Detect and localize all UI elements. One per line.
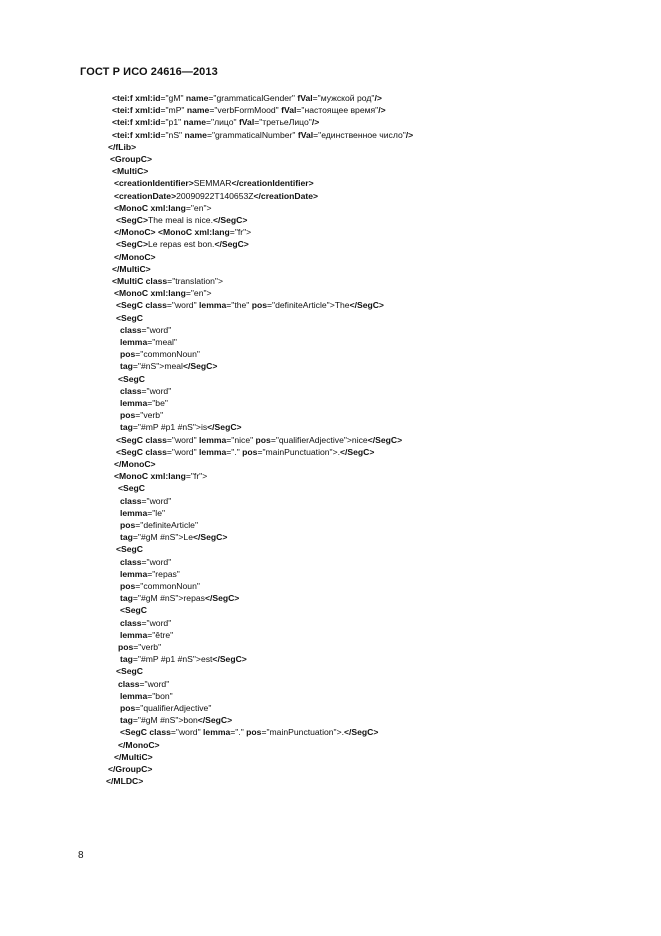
xml-tag-token: <MonoC xml:lang	[114, 202, 186, 213]
code-line	[120, 630, 173, 641]
document-header: ГОСТ Р ИСО 24616—2013	[80, 66, 218, 78]
xml-tag-token: lemma	[120, 690, 148, 701]
xml-tag-token: </GroupC>	[108, 764, 153, 774]
xml-value-token: ="единственное число"	[313, 129, 406, 140]
code-line	[114, 752, 153, 763]
code-line	[112, 93, 382, 104]
code-line	[120, 581, 200, 592]
xml-tag-token: <creationIdentifier>	[114, 178, 194, 189]
xml-value-token: ="qualifierAdjective"	[135, 703, 212, 713]
xml-tag-token: tag	[120, 422, 133, 433]
xml-value-token: ="word"	[141, 556, 172, 567]
xml-value-token: ="мужской род"	[312, 93, 375, 103]
xml-tag-token: pos	[251, 300, 268, 311]
code-line	[118, 679, 169, 690]
code-line	[116, 300, 384, 311]
xml-value-token: ="#mP #p1 #nS">est	[132, 654, 213, 665]
xml-value-token: ="word"	[170, 727, 204, 738]
xml-tag-token: <GroupC>	[110, 154, 153, 164]
xml-tag-token: name	[186, 105, 210, 116]
code-line	[108, 764, 152, 775]
xml-tag-token: fVal	[297, 129, 314, 140]
code-line	[108, 142, 136, 153]
xml-tag-token: <MultiC class	[112, 276, 168, 286]
code-line	[116, 313, 143, 324]
code-line	[120, 727, 378, 738]
xml-value-token: ="fr">	[229, 227, 252, 238]
code-line	[116, 215, 247, 226]
code-line	[118, 740, 160, 751]
code-line	[112, 117, 319, 128]
code-line	[116, 666, 143, 677]
xml-value-token: ="en">	[185, 288, 212, 299]
xml-tag-token: tag	[120, 715, 133, 726]
xml-value-token: ="."	[230, 727, 247, 738]
code-line	[120, 654, 247, 665]
xml-tag-token: <tei:f xml:id	[112, 105, 161, 116]
xml-tag-token: lemma	[120, 337, 148, 347]
xml-tag-token: />	[378, 105, 386, 116]
xml-value-token: 20090922T140653Z	[176, 190, 254, 201]
xml-tag-token: <tei:f xml:id	[112, 129, 161, 140]
code-line	[106, 776, 143, 787]
xml-tag-token: </MonoC>	[114, 251, 156, 262]
code-line	[120, 325, 171, 336]
code-line	[120, 422, 242, 433]
xml-value-token: ="be"	[147, 398, 168, 408]
xml-tag-token: <SegC class	[116, 300, 167, 311]
xml-tag-token: </creationIdentifier>	[231, 178, 314, 189]
xml-tag-token: name	[184, 129, 207, 140]
xml-tag-token: lemma	[120, 507, 148, 518]
xml-value-token: ="word"	[139, 678, 170, 689]
xml-tag-token: <MultiC>	[112, 166, 149, 177]
code-line	[120, 557, 171, 568]
xml-tag-token: </SegC>	[212, 215, 248, 225]
xml-value-token: The meal is nice.	[148, 215, 213, 225]
code-line	[114, 178, 314, 189]
xml-tag-token: fVal	[281, 105, 297, 116]
code-line	[120, 618, 171, 629]
code-line	[112, 130, 413, 141]
xml-tag-token: lemma	[203, 727, 231, 738]
xml-tag-token: <SegC	[120, 605, 147, 616]
xml-value-token: ="p1"	[160, 117, 184, 128]
xml-tag-token: </MLDC>	[106, 776, 144, 787]
xml-tag-token: <tei:f xml:id	[112, 93, 161, 103]
xml-tag-token: </creationDate>	[253, 190, 319, 201]
xml-tag-token: />	[405, 129, 414, 140]
code-line	[114, 459, 156, 470]
xml-tag-token: fVal	[238, 117, 255, 128]
xml-tag-token: />	[374, 93, 382, 103]
xml-tag-token: <SegC	[116, 544, 143, 555]
code-line	[112, 105, 386, 116]
xml-value-token: ="le"	[147, 507, 166, 518]
xml-tag-token: pos	[120, 520, 136, 530]
xml-value-token: ="word"	[141, 617, 172, 628]
xml-tag-token: </SegC>	[182, 361, 218, 372]
xml-tag-token: </SegC>	[344, 727, 379, 738]
xml-tag-token: </MultiC>	[112, 263, 151, 274]
xml-tag-token: lemma	[120, 629, 148, 640]
xml-tag-token: <SegC>	[116, 215, 149, 225]
xml-tag-token: <SegC class	[116, 434, 167, 445]
xml-tag-token: name	[185, 93, 209, 103]
xml-value-token: ="definiteArticle">The	[267, 300, 350, 311]
xml-tag-token: </fLib>	[108, 141, 137, 152]
xml-value-token: ="mainPunctuation">.	[257, 446, 340, 457]
xml-tag-token: </SegC>	[197, 715, 233, 726]
xml-value-token: ="word"	[141, 385, 172, 396]
code-line	[110, 154, 152, 165]
code-line	[116, 544, 143, 555]
xml-value-token: ="grammaticalNumber"	[206, 129, 298, 140]
xml-value-token: ="fr">	[185, 471, 208, 482]
xml-tag-token: </SegC>	[204, 593, 240, 604]
xml-value-token: ="verb"	[133, 642, 162, 652]
xml-value-token: ="#gM #nS">Le	[132, 532, 193, 543]
xml-tag-token: tag	[120, 654, 133, 665]
xml-value-token: ="word"	[141, 324, 172, 335]
xml-value-token: ="meal"	[147, 337, 177, 347]
xml-value-token: ="#gM #nS">bon	[132, 715, 198, 726]
xml-value-token: ="translation">	[167, 276, 223, 286]
xml-value-token: ="mP"	[160, 105, 187, 116]
code-line	[120, 398, 168, 409]
xml-value-token: ="."	[226, 446, 243, 457]
code-line	[120, 349, 200, 360]
xml-value-token: ="en">	[185, 202, 212, 213]
code-line	[120, 361, 217, 372]
code-line	[114, 191, 318, 202]
xml-tag-token: <tei:f xml:id	[112, 117, 161, 128]
xml-value-token: ="commonNoun"	[135, 349, 200, 360]
code-line	[112, 264, 151, 275]
xml-tag-token: </SegC>	[207, 422, 242, 433]
xml-value-token: ="лицо"	[206, 117, 239, 128]
xml-tag-token: <MonoC xml:lang	[114, 288, 186, 299]
xml-tag-token: </SegC>	[212, 654, 247, 665]
xml-tag-token: pos	[255, 434, 271, 445]
xml-tag-token: <SegC	[118, 373, 145, 384]
xml-value-token: ="être"	[147, 629, 174, 640]
code-line	[114, 227, 251, 238]
xml-value-token: ="definiteArticle"	[135, 520, 198, 530]
xml-tag-token: <SegC	[118, 483, 145, 494]
code-line	[114, 288, 212, 299]
code-line	[120, 691, 173, 702]
code-line	[116, 435, 402, 446]
code-line	[120, 605, 147, 616]
xml-tag-token: </SegC>	[214, 239, 249, 250]
xml-tag-token: pos	[246, 727, 262, 738]
xml-tag-token: pos	[242, 446, 258, 457]
xml-value-token: ="nS"	[160, 129, 185, 140]
code-line	[120, 520, 198, 531]
xml-tag-token: name	[183, 117, 206, 128]
code-line	[116, 447, 374, 458]
code-line	[120, 410, 163, 421]
xml-tag-token: tag	[120, 593, 133, 604]
xml-tag-token: <SegC	[116, 312, 143, 323]
code-line	[118, 483, 145, 494]
xml-tag-token: class	[120, 617, 142, 628]
xml-tag-token: </MultiC>	[114, 751, 153, 762]
xml-value-token: ="qualifierAdjective">nice	[270, 434, 368, 445]
xml-value-token: ="grammaticalGender"	[208, 93, 298, 103]
code-line	[120, 337, 177, 348]
xml-tag-token: <SegC class	[116, 446, 167, 457]
xml-value-token: ="третьеЛицо"	[254, 117, 312, 128]
xml-tag-token: pos	[118, 642, 134, 652]
xml-tag-token: pos	[120, 410, 136, 421]
code-line	[114, 471, 207, 482]
xml-tag-token: </SegC>	[367, 434, 403, 445]
xml-value-token: ="gM"	[160, 93, 186, 103]
xml-tag-token: lemma	[199, 300, 227, 311]
xml-tag-token: <SegC>	[116, 239, 149, 250]
xml-tag-token: <MonoC xml:lang	[157, 227, 230, 238]
xml-value-token: SEMMAR	[193, 178, 232, 189]
xml-tag-token: lemma	[120, 398, 148, 408]
xml-value-token: ="repas"	[147, 568, 180, 579]
code-line	[116, 239, 249, 250]
xml-value-token: ="#nS">meal	[132, 361, 183, 372]
xml-value-token: ="bon"	[147, 690, 173, 701]
xml-value-token: ="the"	[226, 300, 252, 311]
xml-value-token: Le repas est bon.	[148, 239, 215, 250]
xml-tag-token: </MonoC>	[114, 227, 156, 238]
page-number: 8	[78, 850, 84, 861]
xml-tag-token: lemma	[120, 568, 148, 579]
xml-tag-token: class	[120, 385, 142, 396]
code-line	[118, 642, 161, 653]
xml-tag-token: tag	[120, 361, 133, 372]
xml-tag-token: fVal	[297, 93, 313, 103]
code-line	[112, 276, 223, 287]
xml-tag-token: </SegC>	[340, 446, 375, 457]
xml-tag-token: <creationDate>	[114, 190, 177, 201]
xml-value-token: ="#gM #nS">repas	[132, 593, 205, 604]
xml-value-token: ="verb"	[135, 410, 164, 421]
xml-tag-token: </MonoC>	[118, 739, 160, 750]
xml-value-token: ="#mP #p1 #nS">is	[132, 422, 208, 433]
xml-tag-token: <SegC class	[120, 727, 171, 738]
xml-tag-token: class	[120, 556, 142, 567]
code-line	[118, 374, 145, 385]
xml-value-token: ="commonNoun"	[135, 581, 200, 591]
xml-tag-token: class	[118, 678, 140, 689]
code-line	[120, 532, 227, 543]
xml-tag-token: <SegC	[116, 666, 143, 677]
xml-value-token: ="word"	[166, 446, 200, 457]
xml-tag-token: tag	[120, 532, 133, 543]
xml-tag-token: lemma	[199, 434, 227, 445]
xml-tag-token: lemma	[199, 446, 227, 457]
xml-value-token: ="mainPunctuation">.	[261, 727, 344, 738]
xml-tag-token: class	[120, 495, 142, 506]
xml-tag-token: class	[120, 324, 142, 335]
xml-value-token: ="настоящее время"	[296, 105, 379, 116]
xml-tag-token: pos	[120, 581, 136, 591]
xml-tag-token: />	[311, 117, 320, 128]
code-line	[120, 715, 232, 726]
code-line	[120, 386, 171, 397]
xml-tag-token: </SegC>	[349, 300, 384, 311]
xml-value-token: ="verbFormMood"	[209, 105, 282, 116]
code-line	[120, 508, 165, 519]
code-line	[114, 203, 212, 214]
xml-tag-token: <MonoC xml:lang	[114, 471, 186, 482]
code-line	[120, 703, 211, 714]
code-line	[120, 569, 180, 580]
code-line	[120, 593, 239, 604]
xml-tag-token: pos	[120, 703, 136, 713]
xml-value-token: ="word"	[166, 300, 200, 311]
xml-value-token: ="nice"	[226, 434, 256, 445]
xml-value-token: ="word"	[141, 495, 172, 506]
xml-tag-token: </MonoC>	[114, 459, 156, 469]
code-line	[112, 166, 148, 177]
code-line	[120, 496, 171, 507]
xml-tag-token: pos	[120, 349, 136, 360]
xml-tag-token: </SegC>	[192, 532, 228, 543]
code-line	[114, 252, 156, 263]
xml-value-token: ="word"	[166, 434, 200, 445]
